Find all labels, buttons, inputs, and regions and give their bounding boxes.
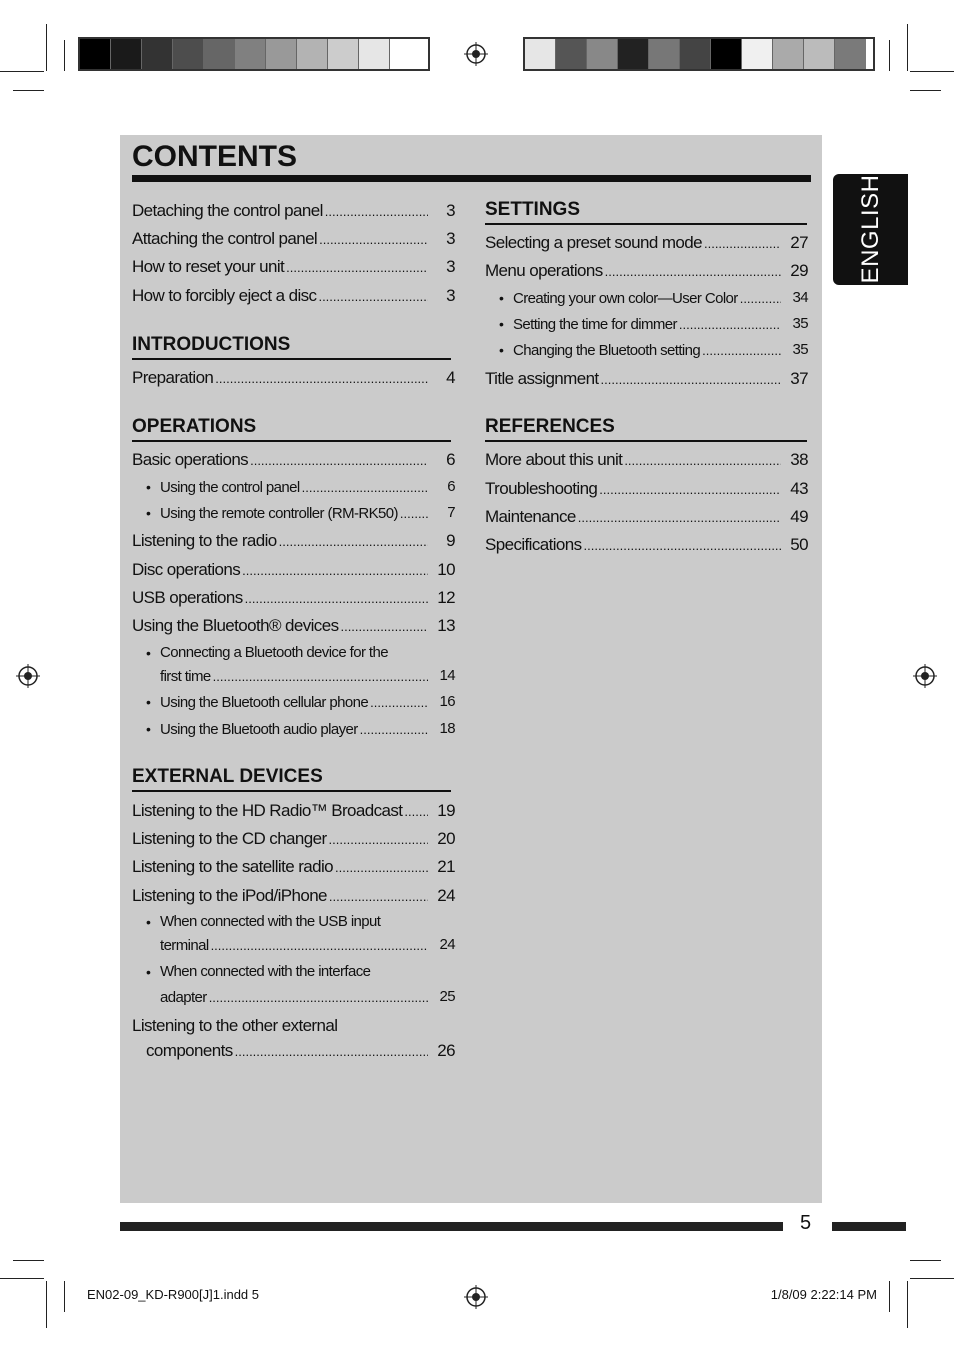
footer-timestamp: 1/8/09 2:22:14 PM <box>770 1287 877 1302</box>
bullet: • <box>146 721 151 737</box>
bullet: • <box>146 645 151 661</box>
toc-entry-label: Using the Bluetooth cellular phone <box>160 694 369 711</box>
toc-subentry[interactable] <box>160 667 430 687</box>
toc-subentry[interactable] <box>160 720 430 740</box>
crop-mark <box>46 1281 47 1328</box>
toc-entry-page: 19 <box>437 801 455 820</box>
toc-entry-label: Setting the time for dimmer <box>513 316 677 333</box>
toc-entry[interactable] <box>132 368 430 389</box>
toc-entry-label: Troubleshooting <box>485 479 598 498</box>
toc-entry-page: 37 <box>790 369 808 388</box>
crop-mark <box>910 90 941 91</box>
color-swatch <box>359 39 390 69</box>
toc-entry-label: Using the Bluetooth audio player <box>160 721 358 738</box>
toc-entry-label: Attaching the control panel <box>132 229 318 248</box>
section-heading-external-devices: EXTERNAL DEVICES <box>132 766 323 787</box>
toc-entry-label: Basic operations <box>132 450 249 469</box>
color-swatch <box>111 39 142 69</box>
registration-mark-icon <box>913 664 937 688</box>
toc-entry[interactable] <box>132 531 430 552</box>
toc-entry-page: 49 <box>790 507 808 526</box>
toc-subentry[interactable] <box>160 693 430 713</box>
toc-entry[interactable] <box>132 229 430 250</box>
color-bar-left <box>78 37 430 71</box>
toc-entry-label: Changing the Bluetooth setting <box>513 342 701 359</box>
toc-subentry[interactable] <box>513 315 783 335</box>
leader-dots <box>279 532 428 552</box>
toc-entry-page: 27 <box>790 233 808 252</box>
color-swatch <box>742 39 773 69</box>
color-swatch <box>773 39 804 69</box>
leader-dots <box>624 451 781 471</box>
toc-entry[interactable] <box>485 450 783 471</box>
bullet: • <box>146 694 151 710</box>
toc-entry[interactable] <box>132 201 430 222</box>
color-swatch <box>680 39 711 69</box>
bullet: • <box>146 479 151 495</box>
leader-dots <box>211 936 428 956</box>
bullet: • <box>499 316 504 332</box>
crop-mark <box>910 1260 941 1261</box>
toc-entry-page: 6 <box>446 450 455 469</box>
leader-dots <box>302 478 428 498</box>
toc-entry-label: Menu operations <box>485 261 603 280</box>
bullet: • <box>146 964 151 980</box>
section-rule <box>132 790 451 792</box>
toc-entry-page: 9 <box>446 531 455 550</box>
toc-entry[interactable] <box>485 507 783 528</box>
section-rule <box>132 358 451 360</box>
leader-dots <box>335 858 428 878</box>
leader-dots <box>213 667 428 687</box>
color-swatch <box>556 39 587 69</box>
toc-entry-label-line1: When connected with the interface <box>160 963 371 980</box>
toc-entry-label: terminal <box>160 937 209 954</box>
color-swatch <box>587 39 618 69</box>
leader-dots <box>400 504 428 524</box>
toc-entry-page: 20 <box>437 829 455 848</box>
crop-mark <box>13 1260 44 1261</box>
toc-entry-page: 29 <box>790 261 808 280</box>
leader-dots <box>235 1042 428 1062</box>
toc-entry-label-line1: When connected with the USB input <box>160 913 381 930</box>
language-tab-label: ENGLISH <box>857 174 884 284</box>
leader-dots <box>370 693 428 713</box>
leader-dots <box>286 258 428 278</box>
section-rule <box>485 440 807 442</box>
section-rule <box>132 440 451 442</box>
toc-entry-page: 35 <box>792 315 808 332</box>
color-swatch <box>235 39 266 69</box>
section-rule <box>485 223 807 225</box>
leader-dots <box>584 536 782 556</box>
bullet: • <box>146 914 151 930</box>
toc-entry-label: Creating your own color—User Color <box>513 290 738 307</box>
crop-mark <box>889 1281 890 1312</box>
toc-entry[interactable] <box>485 479 783 500</box>
leader-dots <box>601 370 781 390</box>
color-swatch <box>711 39 742 69</box>
toc-entry[interactable] <box>132 829 430 850</box>
leader-dots <box>740 289 781 309</box>
toc-entry-page: 13 <box>437 616 455 635</box>
toc-entry-label: Preparation <box>132 368 214 387</box>
color-swatch <box>618 39 649 69</box>
toc-entry-label: More about this unit <box>485 450 623 469</box>
title-rule <box>132 175 811 182</box>
crop-mark <box>910 1278 954 1279</box>
color-swatch <box>204 39 235 69</box>
toc-entry[interactable] <box>146 1041 430 1062</box>
section-heading-introductions: INTRODUCTIONS <box>132 334 291 355</box>
toc-entry-page: 12 <box>437 588 455 607</box>
page-title: CONTENTS <box>132 140 297 173</box>
toc-subentry[interactable] <box>160 504 430 524</box>
toc-entry-page: 35 <box>792 341 808 358</box>
crop-mark <box>907 24 908 71</box>
color-swatch <box>173 39 204 69</box>
crop-mark <box>910 71 954 72</box>
color-swatch <box>297 39 328 69</box>
page-bottom-rule <box>832 1222 906 1231</box>
crop-mark <box>889 40 890 71</box>
toc-entry[interactable] <box>485 261 783 282</box>
leader-dots <box>319 230 428 250</box>
toc-entry-label: Listening to the radio <box>132 531 277 550</box>
color-swatch <box>525 39 556 69</box>
bullet: • <box>146 505 151 521</box>
toc-entry[interactable] <box>132 286 430 307</box>
toc-entry-label: Using the remote controller (RM-RK50) <box>160 505 398 522</box>
toc-entry-label: Listening to the CD changer <box>132 829 327 848</box>
leader-dots <box>242 561 428 581</box>
crop-mark <box>907 1281 908 1328</box>
leader-dots <box>209 988 428 1008</box>
toc-entry-page: 24 <box>439 936 455 953</box>
toc-entry-label: Detaching the control panel <box>132 201 323 220</box>
toc-entry[interactable] <box>132 886 430 907</box>
toc-entry[interactable] <box>485 369 783 390</box>
crop-mark <box>64 1281 65 1312</box>
leader-dots <box>325 202 428 222</box>
toc-subentry[interactable] <box>160 478 430 498</box>
registration-mark-icon <box>16 664 40 688</box>
color-swatch <box>80 39 111 69</box>
toc-entry-page: 4 <box>446 368 455 387</box>
toc-entry-page: 34 <box>792 289 808 306</box>
section-heading-operations: OPERATIONS <box>132 416 257 437</box>
toc-entry-label: Disc operations <box>132 560 241 579</box>
color-swatch <box>142 39 173 69</box>
toc-entry-label: Specifications <box>485 535 582 554</box>
toc-entry-label: Title assignment <box>485 369 599 388</box>
crop-mark <box>0 71 44 72</box>
section-heading-settings: SETTINGS <box>485 199 581 220</box>
toc-entry-label: Selecting a preset sound mode <box>485 233 702 252</box>
toc-entry[interactable] <box>132 588 430 609</box>
leader-dots <box>318 287 428 307</box>
leader-dots <box>329 887 428 907</box>
toc-entry-page: 50 <box>790 535 808 554</box>
toc-entry-label: Listening to the satellite radio <box>132 857 333 876</box>
crop-mark <box>13 90 44 91</box>
toc-entry-label: Listening to the HD Radio™ Broadcast <box>132 801 403 820</box>
toc-entry-page: 6 <box>447 478 455 495</box>
toc-subentry[interactable] <box>160 988 430 1008</box>
color-bar-right <box>523 37 875 71</box>
leader-dots <box>250 451 428 471</box>
leader-dots <box>340 617 428 637</box>
leader-dots <box>245 589 428 609</box>
toc-entry-page: 26 <box>437 1041 455 1060</box>
crop-mark <box>0 1278 44 1279</box>
toc-entry-label: Using the Bluetooth® devices <box>132 616 339 635</box>
toc-entry-label: How to reset your unit <box>132 257 285 276</box>
leader-dots <box>704 234 781 254</box>
leader-dots <box>679 315 781 335</box>
toc-entry-label: adapter <box>160 989 207 1006</box>
bullet: • <box>499 290 504 306</box>
toc-entry-page: 18 <box>439 720 455 737</box>
page-number: 5 <box>800 1212 812 1234</box>
toc-entry[interactable] <box>132 450 430 471</box>
leader-dots <box>599 480 781 500</box>
toc-entry-page: 3 <box>446 257 455 276</box>
footer-file-info: EN02-09_KD-R900[J]1.indd 5 <box>87 1287 259 1302</box>
toc-entry[interactable] <box>132 616 430 637</box>
toc-entry-page: 3 <box>446 229 455 248</box>
toc-entry-page: 16 <box>439 693 455 710</box>
toc-entry-label-line1: Connecting a Bluetooth device for the <box>160 644 388 661</box>
toc-entry[interactable] <box>132 857 430 878</box>
toc-entry-label: USB operations <box>132 588 243 607</box>
page-bottom-rule <box>120 1222 783 1231</box>
toc-entry-page: 25 <box>439 988 455 1005</box>
color-swatch <box>266 39 297 69</box>
color-swatch <box>390 39 421 69</box>
bullet: • <box>499 342 504 358</box>
leader-dots <box>702 341 781 361</box>
toc-entry[interactable] <box>132 560 430 581</box>
leader-dots <box>329 830 428 850</box>
crop-mark <box>64 40 65 71</box>
toc-subentry[interactable] <box>513 341 783 361</box>
section-heading-references: REFERENCES <box>485 416 615 437</box>
toc-entry-label: first time <box>160 668 211 685</box>
toc-entry-label: How to forcibly eject a disc <box>132 286 317 305</box>
color-swatch <box>835 39 866 69</box>
color-swatch <box>804 39 835 69</box>
leader-dots <box>404 802 428 822</box>
toc-subentry[interactable] <box>160 936 430 956</box>
toc-entry-label: components <box>146 1041 233 1060</box>
toc-entry-page: 38 <box>790 450 808 469</box>
toc-entry-page: 3 <box>446 286 455 305</box>
toc-entry[interactable] <box>485 535 783 556</box>
toc-entry[interactable] <box>132 801 430 822</box>
toc-entry-page: 21 <box>437 857 455 876</box>
leader-dots <box>578 508 781 528</box>
toc-subentry[interactable] <box>513 289 783 309</box>
leader-dots <box>360 720 428 740</box>
color-swatch <box>649 39 680 69</box>
toc-entry[interactable] <box>485 233 783 254</box>
toc-entry-label: Using the control panel <box>160 479 300 496</box>
toc-entry-label: Maintenance <box>485 507 576 526</box>
registration-mark-icon <box>464 42 488 66</box>
toc-entry-page: 43 <box>790 479 808 498</box>
color-swatch <box>328 39 359 69</box>
leader-dots <box>215 369 428 389</box>
toc-entry-label-line1: Listening to the other external <box>132 1016 338 1035</box>
toc-entry-page: 10 <box>437 560 455 579</box>
leader-dots <box>605 262 781 282</box>
registration-mark-icon <box>464 1285 488 1309</box>
toc-entry-page: 24 <box>437 886 455 905</box>
toc-entry-page: 3 <box>446 201 455 220</box>
toc-entry-page: 7 <box>447 504 455 521</box>
toc-entry-page: 14 <box>439 667 455 684</box>
toc-entry-label: Listening to the iPod/iPhone <box>132 886 327 905</box>
crop-mark <box>46 24 47 71</box>
toc-entry[interactable] <box>132 257 430 278</box>
